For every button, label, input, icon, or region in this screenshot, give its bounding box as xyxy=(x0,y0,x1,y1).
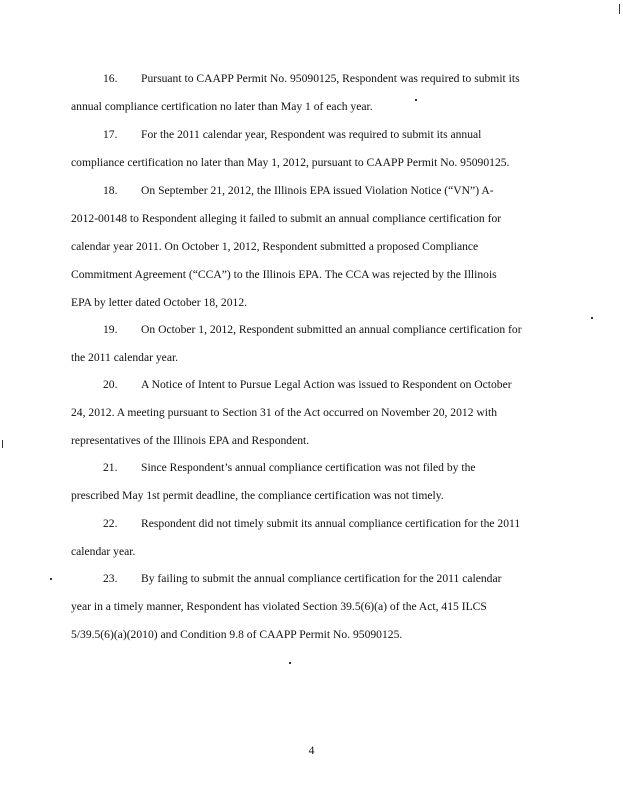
paragraph-text: Since Respondent’s annual compliance certification was not filed by the xyxy=(141,461,476,474)
paragraph-text: compliance certification no later than May 1, 2012, pursuant to CAAPP Permit No. 95090125. xyxy=(71,156,510,169)
scan-edge-mark xyxy=(2,440,3,448)
paragraph-text: annual compliance certification no later than May 1 of each year. xyxy=(71,100,373,113)
paragraph-text: the 2011 calendar year. xyxy=(71,351,179,364)
paragraph-text: By failing to submit the annual compliance certification for the 2011 calendar xyxy=(141,572,502,585)
paragraph-text: For the 2011 calendar year, Respondent was required to submit its annual xyxy=(141,128,482,141)
paragraph-number: 18. xyxy=(103,184,118,197)
paragraph-text: Pursuant to CAAPP Permit No. 95090125, Respondent was required to submit its xyxy=(141,72,520,85)
paragraph-first-line xyxy=(103,378,512,392)
paragraph-number: 17. xyxy=(103,128,118,141)
scan-edge-mark xyxy=(619,4,620,14)
paragraph-text: EPA by letter dated October 18, 2012. xyxy=(71,296,248,309)
paragraph-first-line xyxy=(103,461,476,475)
paragraph-first-line xyxy=(103,128,481,142)
paragraph-first-line xyxy=(103,72,520,86)
paragraph-first-line xyxy=(103,572,501,586)
paragraph-text: 24, 2012. A meeting pursuant to Section 31 of the Act occurred on November 20, 2012 with xyxy=(71,406,497,419)
paragraph-text: On October 1, 2012, Respondent submitted an annual compliance certification for xyxy=(141,323,522,336)
paragraph-text: calendar year. xyxy=(71,545,136,558)
paragraph-number: 23. xyxy=(103,572,118,585)
paragraph-text: prescribed May 1st permit deadline, the compliance certification was not timely. xyxy=(71,489,444,502)
scan-speck xyxy=(415,99,417,101)
paragraph-text: 2012-00148 to Respondent alleging it failed to submit an annual compliance certification for xyxy=(71,212,502,225)
paragraph-first-line xyxy=(103,323,522,337)
scan-speck xyxy=(591,317,593,319)
paragraph-text: calendar year 2011. On October 1, 2012, Respondent submitted a proposed Compliance xyxy=(71,240,479,253)
paragraph-text: year in a timely manner, Respondent has violated Section 39.5(6)(a) of the Act, 415 ILCS xyxy=(71,600,487,613)
paragraph-number: 20. xyxy=(103,378,118,391)
paragraph-number: 16. xyxy=(103,72,118,85)
paragraph-number: 21. xyxy=(103,461,118,474)
page-number: 4 xyxy=(308,744,315,757)
paragraph-text: On September 21, 2012, the Illinois EPA issued Violation Notice (“VN”) A- xyxy=(141,184,494,197)
paragraph-text: A Notice of Intent to Pursue Legal Action was issued to Respondent on October xyxy=(141,378,512,391)
scan-speck xyxy=(50,578,52,580)
paragraph-first-line xyxy=(103,517,520,531)
paragraph-first-line xyxy=(103,184,494,198)
scan-speck xyxy=(289,662,291,664)
paragraph-text: Respondent did not timely submit its annual compliance certification for the 2011 xyxy=(141,517,521,530)
paragraph-text: 5/39.5(6)(a)(2010) and Condition 9.8 of CAAPP Permit No. 95090125. xyxy=(71,628,403,641)
paragraph-text: representatives of the Illinois EPA and Respondent. xyxy=(71,434,310,447)
paragraph-number: 19. xyxy=(103,323,118,336)
paragraph-text: Commitment Agreement (“CCA”) to the Illinois EPA. The CCA was rejected by the Illinois xyxy=(71,268,497,281)
paragraph-number: 22. xyxy=(103,517,118,530)
